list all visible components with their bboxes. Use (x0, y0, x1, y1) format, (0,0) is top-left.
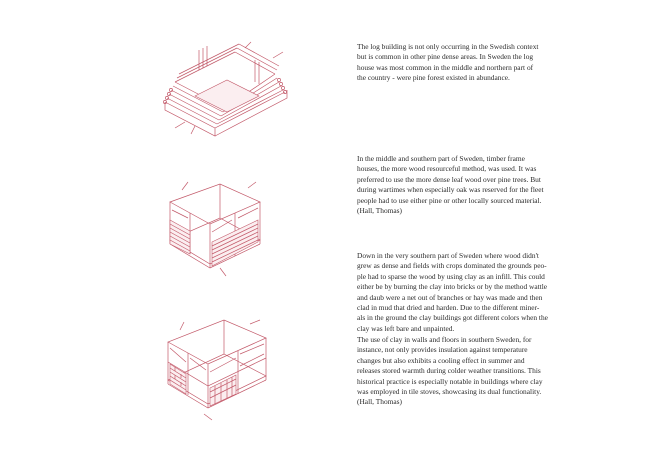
text-line: (Hall, Thomas) (357, 206, 403, 216)
text-line: houses, the more wood resourceful method, was used. It was (357, 164, 537, 174)
text-line: but is common in other pine dense areas. In Sweden the log (357, 52, 534, 62)
text-line: either be by burning the clay into bricks or by the method wattle (357, 282, 548, 292)
text-line: Down in the very southern part of Sweden where wood didn't (357, 251, 539, 260)
text-line: historical practice is especially notable in buildings where clay (357, 376, 543, 386)
text-line: changes but also exhibits a cooling effect in summer and (357, 355, 525, 365)
log-wall-back (175, 44, 279, 84)
text-line: The log building is not only occurring in the Swedish context (357, 42, 539, 51)
wattle-daub-infill (210, 375, 236, 406)
text-line: instance, not only provides insulation against temperature (357, 345, 528, 355)
paragraph-clay-infill (357, 251, 569, 334)
text-line: house was most common in the middle and northern part of (357, 62, 534, 72)
annotation-leaders (180, 320, 260, 420)
paragraph-log-building (357, 42, 569, 84)
paragraph-timber-frame (357, 154, 569, 216)
timber-frame-drawing (160, 180, 270, 280)
text-line: during wartimes when especially oak was reserved for the fleet (357, 185, 544, 195)
text-line: clay was left bare and unpainted. (357, 323, 455, 333)
text-line: the country - were pine forest existed in abundance. (357, 73, 510, 83)
text-line: releases stored warmth during colder weather transitions. This (357, 366, 541, 376)
text-line: The use of clay in walls and floors in southern Sweden, for (357, 335, 532, 344)
text-line: In the middle and southern part of Sweden, timber frame (357, 154, 525, 163)
text-line: grew as dense and fields with crops dominated the grounds peo- (357, 261, 547, 271)
text-line: and daub were a net out of branches or hay was made and then (357, 292, 543, 302)
brick-infill (170, 364, 186, 394)
text-line: (Hall, Thomas) (357, 397, 403, 407)
log-house-drawing (155, 40, 305, 140)
text-line: clad in mud that dried and harden. Due to the different miner- (357, 303, 540, 313)
text-line: people had to use either pine or other locally sourced material. (357, 195, 542, 205)
plank-infill (170, 220, 258, 266)
text-line: was employed in tile stoves, showcasing its dual functionality. (357, 387, 542, 397)
clay-infill-frame-drawing (160, 318, 275, 423)
text-line: als in the ground the clay buildings got different colors when the (357, 313, 548, 323)
text-line: preferred to use the more dense leaf wood over pine trees. But (357, 174, 541, 184)
text-line: ple had to sparse the wood by using clay as an infill. This could (357, 271, 545, 281)
paragraph-clay-thermal (357, 335, 569, 408)
